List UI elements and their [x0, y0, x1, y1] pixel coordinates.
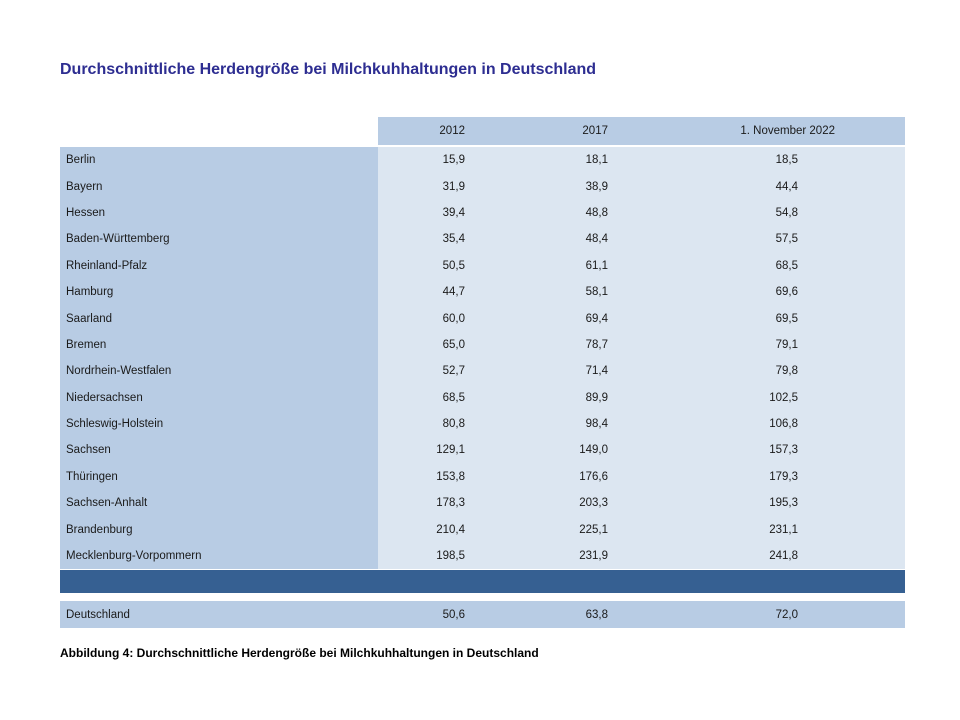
- cell-november-2022: 54,8: [645, 200, 905, 226]
- table-row: [60, 173, 905, 199]
- cell-2012: 52,7: [378, 358, 505, 384]
- row-label: Bremen: [60, 332, 378, 358]
- row-label: Bayern: [60, 173, 378, 199]
- table-row: [60, 490, 905, 516]
- separator-row: [60, 570, 905, 593]
- cell-2017: 176,6: [505, 464, 645, 490]
- cell-2012: 68,5: [378, 385, 505, 411]
- cell-2012: 65,0: [378, 332, 505, 358]
- header-empty-cell: [60, 117, 378, 145]
- table-header-row: [60, 117, 905, 145]
- cell-2017: 61,1: [505, 253, 645, 279]
- cell-november-2022: 44,4: [645, 173, 905, 199]
- row-label: Berlin: [60, 147, 378, 173]
- cell-2012: 50,5: [378, 253, 505, 279]
- table-row: [60, 543, 905, 569]
- cell-2017: 98,4: [505, 411, 645, 437]
- cell-november-2022: 241,8: [645, 543, 905, 569]
- cell-november-2022: 79,8: [645, 358, 905, 384]
- cell-2017: 89,9: [505, 385, 645, 411]
- herd-size-table: [60, 117, 905, 628]
- row-label: Hamburg: [60, 279, 378, 305]
- cell-2012: 198,5: [378, 543, 505, 569]
- cell-2017: 69,4: [505, 305, 645, 331]
- row-label: Deutschland: [66, 608, 130, 621]
- row-label: Nordrhein-Westfalen: [60, 358, 378, 384]
- cell-november-2022: 157,3: [645, 437, 905, 463]
- summary-row-deutschland: [60, 601, 905, 628]
- table-row: [60, 437, 905, 463]
- table-row: [60, 253, 905, 279]
- cell-2017: 149,0: [505, 437, 645, 463]
- table-row: [60, 226, 905, 252]
- cell-2012: 44,7: [378, 279, 505, 305]
- cell-november-2022: 179,3: [645, 464, 905, 490]
- cell-2012: 60,0: [378, 305, 505, 331]
- table-row: [60, 305, 905, 331]
- row-label: Sachsen: [60, 437, 378, 463]
- row-label: Mecklenburg-Vorpommern: [60, 543, 378, 569]
- row-label: Brandenburg: [60, 516, 378, 542]
- table-gap: [60, 593, 905, 601]
- cell-november-2022: 102,5: [645, 385, 905, 411]
- cell-november-2022: 68,5: [645, 253, 905, 279]
- table-row: [60, 464, 905, 490]
- cell-2012: 210,4: [378, 516, 505, 542]
- cell-november-2022: 231,1: [645, 516, 905, 542]
- cell-2017: 18,1: [505, 147, 645, 173]
- cell-2012: 50,6: [442, 608, 465, 621]
- column-header-2017: 2017: [505, 117, 645, 145]
- row-label: Saarland: [60, 305, 378, 331]
- cell-2012: 129,1: [378, 437, 505, 463]
- cell-2017: 63,8: [585, 608, 608, 621]
- figure-caption: Abbildung 4: Durchschnittliche Herdengröße bei Milchkuhhaltungen in Deutschland: [60, 646, 539, 660]
- table-row: [60, 200, 905, 226]
- column-header-2012: 2012: [378, 117, 505, 145]
- row-label: Thüringen: [60, 464, 378, 490]
- table-row: [60, 411, 905, 437]
- cell-2017: 203,3: [505, 490, 645, 516]
- cell-2012: 153,8: [378, 464, 505, 490]
- row-label: Sachsen-Anhalt: [60, 490, 378, 516]
- cell-2017: 71,4: [505, 358, 645, 384]
- cell-2017: 38,9: [505, 173, 645, 199]
- cell-2012: 178,3: [378, 490, 505, 516]
- table-body: [60, 147, 905, 569]
- table-row: [60, 358, 905, 384]
- cell-november-2022: 57,5: [645, 226, 905, 252]
- table-row: [60, 279, 905, 305]
- cell-november-2022: 195,3: [645, 490, 905, 516]
- table-row: [60, 332, 905, 358]
- cell-2017: 231,9: [505, 543, 645, 569]
- cell-november-2022: 69,5: [645, 305, 905, 331]
- cell-november-2022: 69,6: [645, 279, 905, 305]
- page-title: Durchschnittliche Herdengröße bei Milchkuhhaltungen in Deutschland: [60, 61, 597, 78]
- cell-november-2022: 79,1: [645, 332, 905, 358]
- cell-2012: 35,4: [378, 226, 505, 252]
- column-header-november-2022: 1. November 2022: [645, 117, 905, 145]
- table-row: [60, 147, 905, 173]
- table-row: [60, 516, 905, 542]
- row-label: Schleswig-Holstein: [60, 411, 378, 437]
- cell-2017: 225,1: [505, 516, 645, 542]
- cell-2012: 39,4: [378, 200, 505, 226]
- row-label: Niedersachsen: [60, 385, 378, 411]
- row-label: Rheinland-Pfalz: [60, 253, 378, 279]
- cell-2017: 58,1: [505, 279, 645, 305]
- row-label: Baden-Württemberg: [60, 226, 378, 252]
- cell-2012: 31,9: [378, 173, 505, 199]
- cell-november-2022: 106,8: [645, 411, 905, 437]
- cell-2017: 48,8: [505, 200, 645, 226]
- cell-2012: 15,9: [378, 147, 505, 173]
- cell-2017: 48,4: [505, 226, 645, 252]
- cell-2012: 80,8: [378, 411, 505, 437]
- table-row: [60, 385, 905, 411]
- cell-november-2022: 18,5: [645, 147, 905, 173]
- cell-november-2022: 72,0: [775, 608, 798, 621]
- row-label: Hessen: [60, 200, 378, 226]
- cell-2017: 78,7: [505, 332, 645, 358]
